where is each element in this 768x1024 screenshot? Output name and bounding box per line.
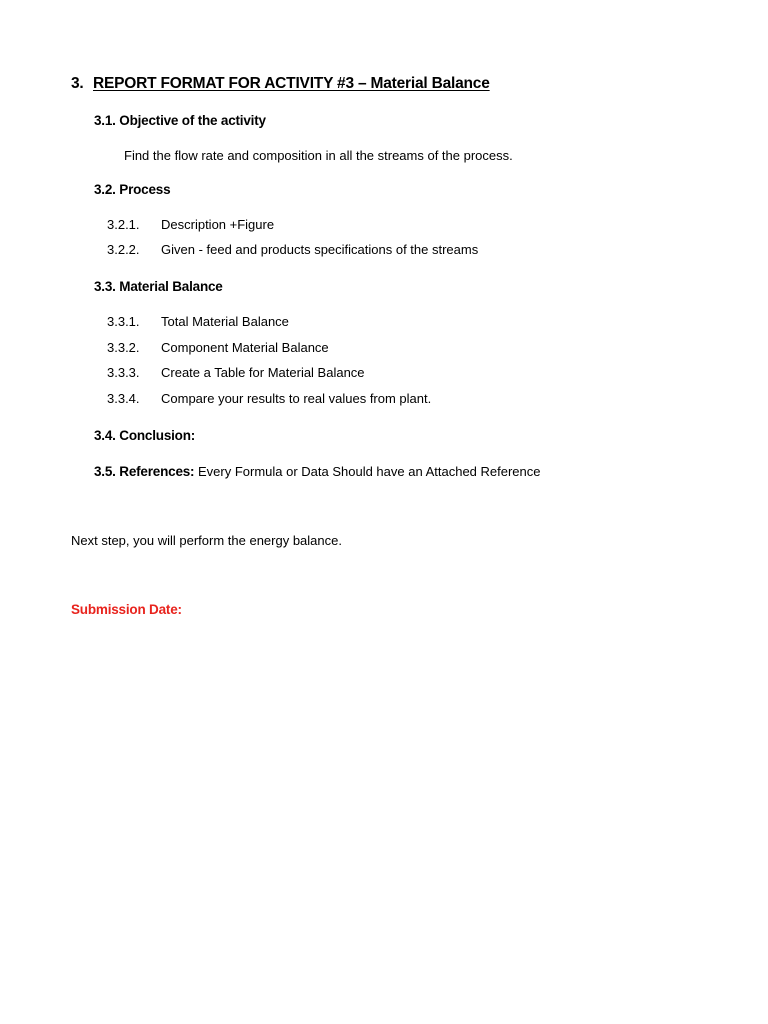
material-balance-item-text: Total Material Balance bbox=[161, 314, 289, 329]
objective-text: Find the flow rate and composition in all the streams of the process. bbox=[124, 148, 513, 163]
conclusion-heading: 3.4. Conclusion: bbox=[94, 428, 196, 443]
material-balance-item-number: 3.3.3. bbox=[107, 365, 140, 380]
material-balance-item-number: 3.3.4. bbox=[107, 391, 140, 406]
references-line bbox=[94, 463, 541, 481]
material-balance-item bbox=[107, 314, 289, 329]
process-item-text: Given - feed and products specifications of the streams bbox=[161, 242, 479, 257]
references-text: Every Formula or Data Should have an Attached Reference bbox=[194, 464, 541, 479]
references-heading: 3.5. References: bbox=[94, 464, 195, 479]
process-item-number: 3.2.2. bbox=[107, 242, 140, 257]
next-step-text: Next step, you will perform the energy balance. bbox=[71, 533, 342, 548]
process-item bbox=[107, 242, 478, 257]
process-heading: 3.2. Process bbox=[94, 182, 171, 197]
material-balance-item bbox=[107, 340, 329, 355]
submission-date-label: Submission Date: bbox=[71, 602, 182, 617]
material-balance-item-number: 3.3.2. bbox=[107, 340, 140, 355]
process-item bbox=[107, 217, 274, 232]
material-balance-item-text: Create a Table for Material Balance bbox=[161, 365, 365, 380]
material-balance-item-text: Compare your results to real values from plant. bbox=[161, 391, 432, 406]
material-balance-item bbox=[107, 391, 431, 406]
material-balance-heading: 3.3. Material Balance bbox=[94, 279, 223, 294]
material-balance-item bbox=[107, 365, 365, 380]
material-balance-item-text: Component Material Balance bbox=[161, 340, 329, 355]
objective-heading: 3.1. Objective of the activity bbox=[94, 113, 266, 128]
material-balance-item-number: 3.3.1. bbox=[107, 314, 140, 329]
section-heading bbox=[71, 75, 490, 93]
section-title: REPORT FORMAT FOR ACTIVITY #3 – Material Balance bbox=[93, 75, 490, 92]
section-number: 3. bbox=[71, 75, 84, 92]
process-item-number: 3.2.1. bbox=[107, 217, 140, 232]
process-item-text: Description +Figure bbox=[161, 217, 275, 232]
